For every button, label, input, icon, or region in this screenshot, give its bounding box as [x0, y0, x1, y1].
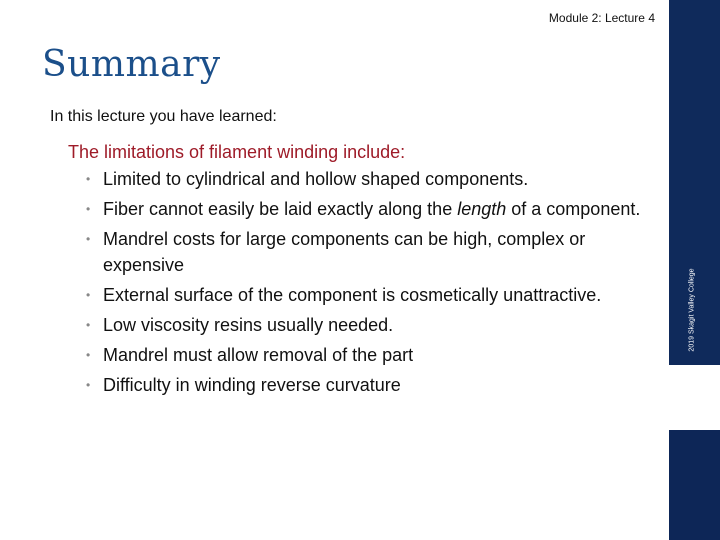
limitations-list [68, 166, 648, 398]
bullet-text: Limited to cylindrical and hollow shaped components. [103, 169, 529, 189]
bullet-icon: • [86, 232, 91, 246]
sidebar-lower-panel [666, 430, 720, 540]
list-item [68, 372, 648, 398]
list-item [68, 196, 648, 222]
bullet-text-emphasis: length [457, 199, 507, 219]
list-item [68, 342, 648, 368]
bullet-text: Low viscosity resins usually needed. [103, 315, 394, 335]
list-item [68, 166, 648, 192]
list-item [68, 226, 648, 278]
bullet-text: Mandrel must allow removal of the part [103, 345, 414, 365]
bullet-icon: • [86, 378, 91, 392]
bullet-icon: • [86, 202, 91, 216]
intro-text: In this lecture you have learned: [50, 108, 277, 125]
copyright-container [672, 240, 712, 380]
limitations-heading: The limitations of filament winding include: [68, 142, 406, 162]
bullet-text: Mandrel costs for large components can be high, complex or expensive [103, 229, 586, 275]
module-label: Module 2: Lecture 4 [548, 11, 655, 25]
bullet-text: Difficulty in winding reverse curvature [103, 375, 401, 395]
bullet-icon: • [86, 348, 91, 362]
bullet-icon: • [86, 288, 91, 302]
bullet-text-post: of a component. [506, 199, 641, 219]
content-block [68, 139, 648, 398]
list-item [68, 282, 648, 308]
bullet-text-pre: Fiber cannot easily be laid exactly along the [103, 199, 458, 219]
sidebar-divider [666, 0, 669, 540]
bullet-text: External surface of the component is cosmetically unattractive. [103, 285, 602, 305]
bullet-icon: • [86, 318, 91, 332]
slide-title: Summary [42, 44, 221, 85]
copyright-text: 2019 Skagit Valley College [688, 268, 696, 352]
list-item [68, 312, 648, 338]
bullet-icon: • [86, 172, 91, 186]
